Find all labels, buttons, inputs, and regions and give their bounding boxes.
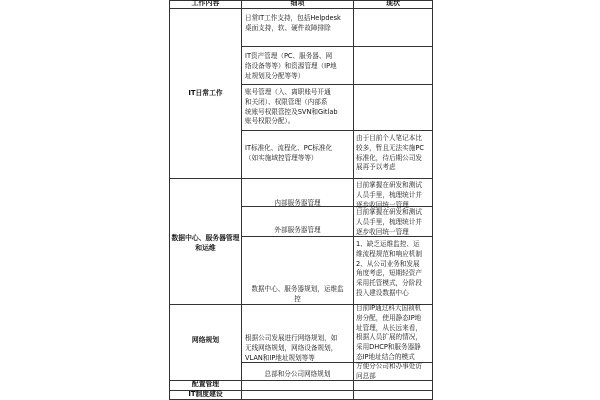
status-branch-network: 方便分公司和办事处访 问总部 <box>356 362 422 380</box>
detail-internal-servers: 内部服务器管理 <box>274 199 321 207</box>
detail-asset-management: IT资产管理（PC、服务器、网 络设备等等）和资源管理（IP地 址规划及分配等等） <box>245 52 337 80</box>
detail-datacenter-planning: 数据中心、服务器规划，运维监 控 <box>251 285 344 303</box>
status-internal-servers: 目前掌握在研发和测试 人员手里，梳理统计并 逐步收回统一管理 <box>356 181 422 209</box>
status-standardization: 由于目前个人笔记本比 较多，暂且无法实施PC 标准化，待后期公司发 展再予以考虑 <box>356 134 424 172</box>
detail-helpdesk: 日常IT工作支持，包括Helpdesk 桌面支持，软、硬件故障排除 <box>245 14 341 32</box>
category-config-management: 配置管理 <box>191 380 220 388</box>
status-network-planning: 目前IP通过科大国祯机 房分配，使用静态IP地 址管理，从长远来看， 根据人员扩展的情况， 采用DHCP和服务器静 态IP地址结合的模式 <box>356 304 422 361</box>
header-detail: 细项 <box>290 0 305 7</box>
category-network-planning: 网络规划 <box>191 336 220 344</box>
detail-network-planning: 根据公司发展进行网络规划，如 无线网络规划，网络设备规划， VLAN和IP地址规划等等 <box>245 334 338 362</box>
detail-account-management: 账号管理（入、离职账号开通 和关闭）、权限管理（内部系 统账号权限管控及SVN和Gitlab 账号权限分配）。 <box>245 88 338 126</box>
status-external-servers: 目前掌握在研发和测试 人员手里，梳理统计并 逐步收回统一管理 <box>356 208 422 236</box>
category-it-policy: IT制度建设 <box>188 390 223 398</box>
category-datacenter-server-ops: 数据中心、服务器管理 和运维 <box>171 234 240 252</box>
status-datacenter-planning: 1、缺乏运维监控、运 维流程规范和响应机制 2、从公司业务和发展 角度考虑，短期轻资产 采用托管模式，分阶段 投入建设数据中心 <box>356 240 422 297</box>
detail-external-servers: 外部服务器管理 <box>274 226 321 234</box>
work-content-table <box>169 0 433 400</box>
category-it-daily-work: IT日常工作 <box>188 89 223 97</box>
detail-standardization: IT标准化、流程化、PC标准化 （如实施域控管理等等） <box>245 144 333 162</box>
header-work-content: 工作内容 <box>191 0 220 7</box>
header-status: 现状 <box>386 0 400 7</box>
detail-branch-network: 总部和分公司网络规划 <box>264 370 331 378</box>
